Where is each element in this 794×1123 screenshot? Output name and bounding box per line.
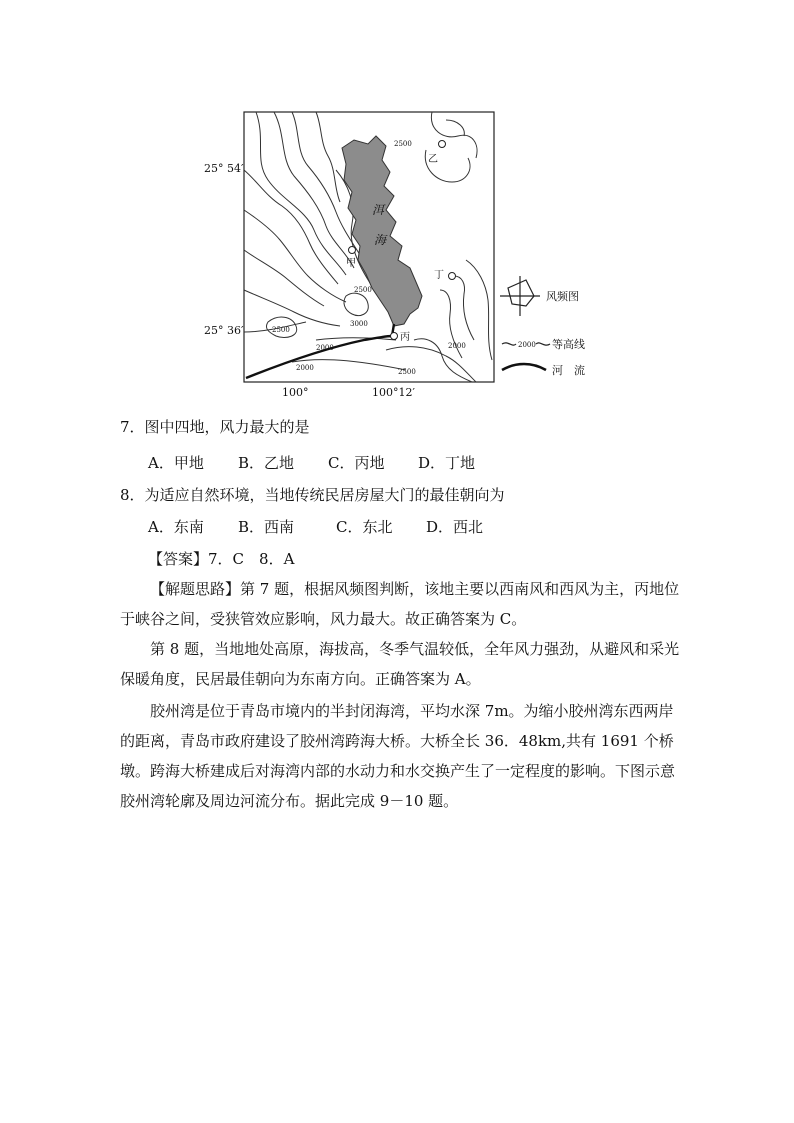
lon-right-label: 100°12′ <box>372 386 415 399</box>
analysis-paragraph-2: 第 8 题，当地地处高原，海拔高，冬季气温较低，全年风力强劲，从避风和采光保暖角度，民居最佳朝向为东南方向。正确答案为 A。 <box>120 640 680 688</box>
analysis-paragraph-1: 【解题思路】第 7 题，根据风频图判断，该地主要以西南风和西风为主，丙地位于峡谷之间，受狭管效应影响，风力最大。故正确答案为 C。 <box>120 580 680 628</box>
question-7-stem: 7．图中四地，风力最大的是 <box>120 418 310 436</box>
q7-option-d: D．丁地 <box>418 454 476 472</box>
q7-option-a: A．甲地 <box>148 454 204 472</box>
contour-label: 2000 <box>296 364 314 372</box>
lake-label-2: 海 <box>374 233 387 247</box>
answer-line: 【答案】7．C 8．A <box>148 550 295 568</box>
map-figure <box>196 100 616 400</box>
question-8-stem: 8．为适应自然环境，当地传统民居房屋大门的最佳朝向为 <box>120 486 505 504</box>
site-ding-label: 丁 <box>434 270 444 281</box>
lat-bottom-label: 25° 36′ <box>204 324 244 337</box>
site-bing-marker <box>391 333 398 340</box>
lake-label-1: 洱 <box>372 203 385 217</box>
q8-option-b: B．西南 <box>238 518 295 536</box>
legend-contour-value: 2000 <box>518 341 536 349</box>
contour-label: 2500 <box>394 140 412 148</box>
legend-river-label: 河 流 <box>552 364 585 377</box>
contour-label: 2500 <box>354 286 372 294</box>
site-jia-marker <box>349 247 356 254</box>
passage-paragraph: 胶州湾是位于青岛市境内的半封闭海湾，平均水深 7m。为缩小胶州湾东西两岸的距离，青岛市政府建设了胶州湾跨海大桥。大桥全长 36．48km,共有 1691 个桥墩。跨海大桥建成后对海湾内部的水动力和水交换产生了一定程度的影响。下图示意胶州湾轮廓及周边河流分布。据此完成 9－10 题。 <box>120 702 676 810</box>
site-bing-label: 丙 <box>400 332 410 343</box>
legend-contour-line-right <box>536 343 550 345</box>
q8-option-d: D．西北 <box>426 518 484 536</box>
contour-label: 2500 <box>272 326 290 334</box>
erhai-lake <box>342 136 422 326</box>
lon-left-label: 100° <box>282 386 309 399</box>
q8-option-c: C．东北 <box>336 518 393 536</box>
site-yi-label: 乙 <box>428 154 438 165</box>
contour-label: 3000 <box>350 320 368 328</box>
legend-wind-rose-label: 风频图 <box>546 290 579 303</box>
site-yi-marker <box>439 141 446 148</box>
q8-option-a: A．东南 <box>148 518 204 536</box>
topographic-map <box>196 100 616 400</box>
legend-river-line <box>502 364 546 370</box>
legend-contour-label: 等高线 <box>552 338 585 351</box>
site-ding-marker <box>449 273 456 280</box>
contour-label: 2000 <box>448 342 466 350</box>
contour-label: 2500 <box>398 368 416 376</box>
lat-top-label: 25° 54′ <box>204 162 244 175</box>
site-jia-label: 甲 <box>346 258 356 269</box>
contour-label: 2000 <box>316 344 334 352</box>
legend-contour-line-left <box>502 343 516 345</box>
q7-option-c: C．丙地 <box>328 454 385 472</box>
wind-rose-icon <box>500 276 540 316</box>
q7-option-b: B．乙地 <box>238 454 295 472</box>
